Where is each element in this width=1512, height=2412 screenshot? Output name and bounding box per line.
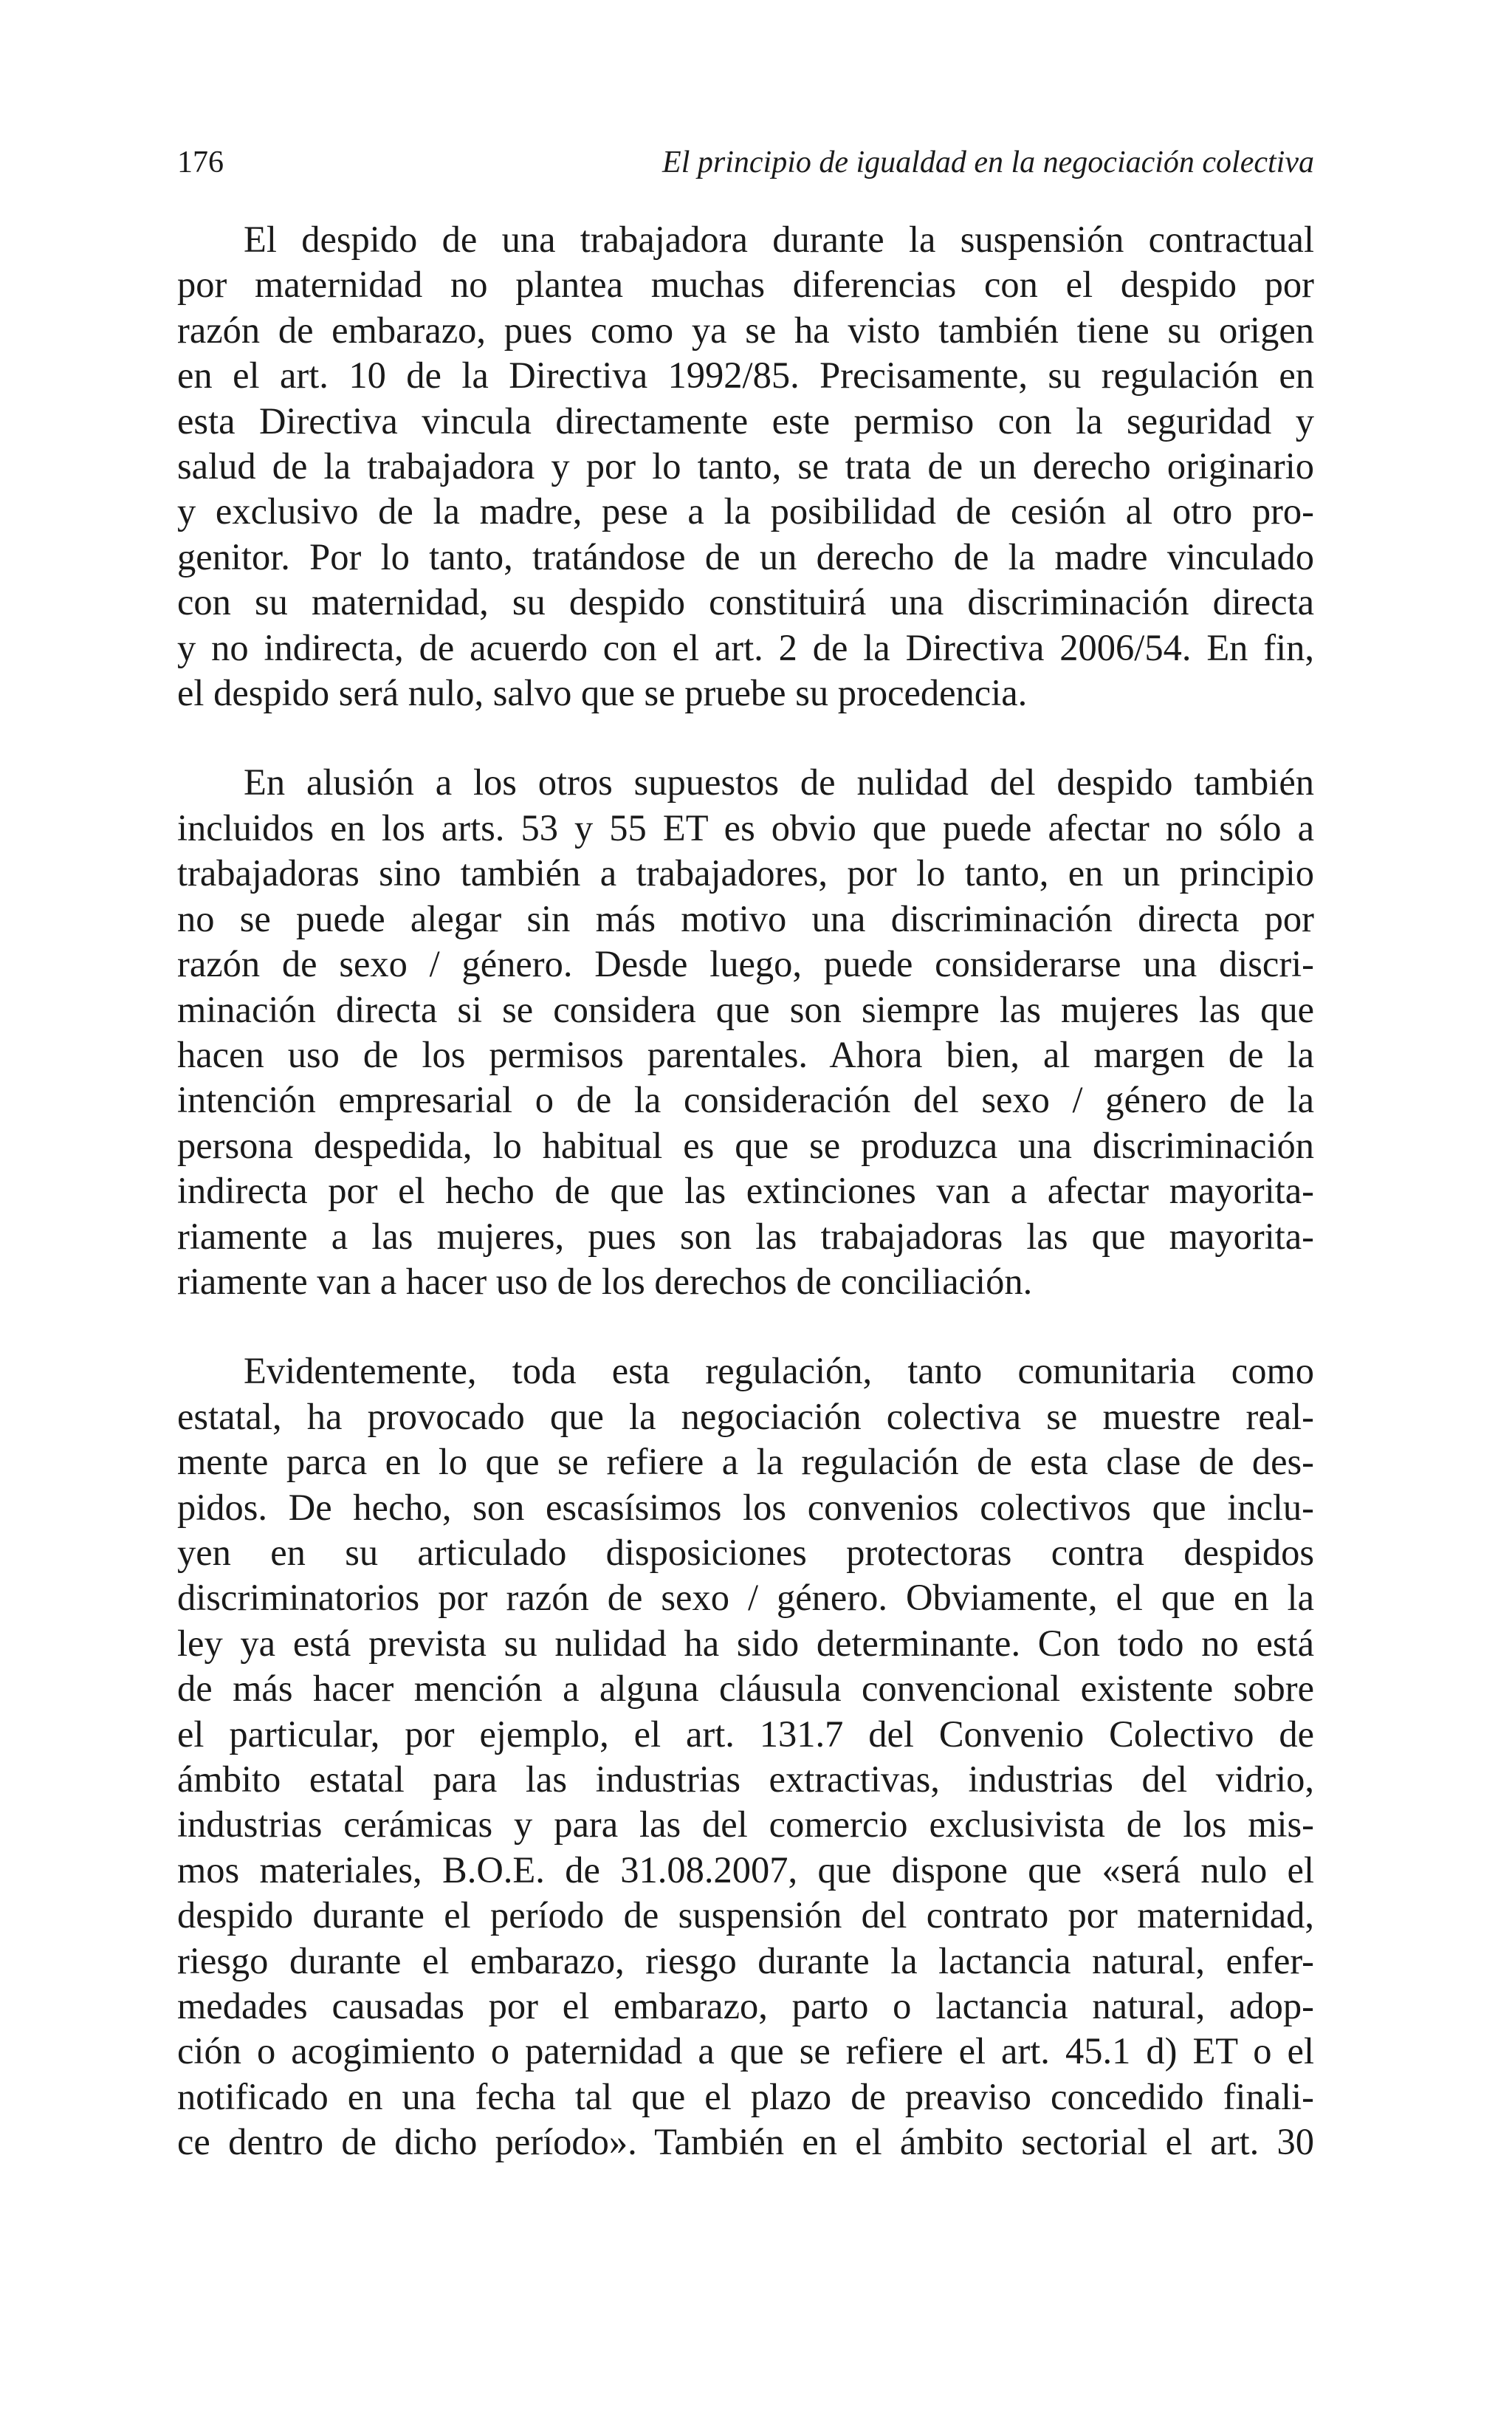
text-line: discriminatorios por razón de sexo / género. Obviamente, el que en la	[177, 1577, 1314, 1619]
text-line: el despido será nulo, salvo que se pruebe su procedencia.	[177, 672, 1028, 714]
text-line: genitor. Por lo tanto, tratándose de un derecho de la madre vinculado	[177, 535, 1314, 578]
text-line: esta Directiva vincula directamente este permiso con la seguridad y	[177, 400, 1314, 442]
text-line: y no indirecta, de acuerdo con el art. 2 de la Directiva 2006/54. En fin,	[177, 626, 1314, 668]
text-line: estatal, ha provocado que la negociación colectiva se muestre real-	[177, 1395, 1314, 1437]
text-line: por maternidad no plantea muchas diferencias con el despido por	[177, 264, 1314, 306]
text-line: yen en su articulado disposiciones protectoras contra despidos	[177, 1531, 1314, 1573]
text-line: ce dentro de dicho período». También en el ámbito sectorial el art. 30	[177, 2121, 1314, 2163]
text-line: en el art. 10 de la Directiva 1992/85. Precisamente, su regulación en	[177, 354, 1314, 397]
text-line: hacen uso de los permisos parentales. Ahora bien, al margen de la	[177, 1033, 1314, 1075]
text-line: mos materiales, B.O.E. de 31.08.2007, que dispone que «será nulo el	[177, 1849, 1314, 1891]
text-line: ámbito estatal para las industrias extractivas, industrias del vidrio,	[177, 1758, 1314, 1800]
text-line: el particular, por ejemplo, el art. 131.7 del Convenio Colectivo de	[177, 1713, 1314, 1755]
text-line: pidos. De hecho, son escasísimos los convenios colectivos que inclu-	[177, 1486, 1314, 1528]
text-line: riamente a las mujeres, pues son las trabajadoras las que mayorita-	[177, 1215, 1314, 1257]
paragraph	[177, 1349, 1314, 2165]
text-line: de más hacer mención a alguna cláusula convencional existente sobre	[177, 1668, 1314, 1710]
text-line: medades causadas por el embarazo, parto o lactancia natural, adop-	[177, 1985, 1314, 2027]
text-line: industrias cerámicas y para las del comercio exclusivista de los mis-	[177, 1803, 1314, 1846]
running-head	[177, 140, 1314, 185]
text-line: razón de embarazo, pues como ya se ha visto también tiene su origen	[177, 309, 1314, 351]
text-line: indirecta por el hecho de que las extinciones van a afectar mayorita-	[177, 1170, 1314, 1212]
text-line: intención empresarial o de la consideración del sexo / género de la	[177, 1079, 1314, 1121]
text-line: salud de la trabajadora y por lo tanto, se trata de un derecho originario	[177, 445, 1314, 487]
text-line: persona despedida, lo habitual es que se produzca una discriminación	[177, 1124, 1314, 1166]
text-line: y exclusivo de la madre, pese a la posibilidad de cesión al otro pro-	[177, 490, 1314, 532]
running-title: El principio de igualdad en la negociación colectiva	[662, 145, 1314, 179]
text-line: El despido de una trabajadora durante la suspensión contractual	[244, 219, 1314, 260]
page-number: 176	[177, 145, 224, 179]
text-line: minación directa si se considera que son siempre las mujeres las que	[177, 988, 1314, 1030]
text-line: ción o acogimiento o paternidad a que se refiere el art. 45.1 d) ET o el	[177, 2030, 1314, 2072]
paragraph	[177, 760, 1314, 1304]
text-line: notificado en una fecha tal que el plazo de preaviso concedido finali-	[177, 2075, 1314, 2117]
text-line: razón de sexo / género. Desde luego, puede considerarse una discri-	[177, 943, 1314, 985]
text-line: ley ya está prevista su nulidad ha sido determinante. Con todo no está	[177, 1622, 1314, 1664]
text-line: despido durante el período de suspensión del contrato por maternidad,	[177, 1894, 1314, 1936]
text-line: incluidos en los arts. 53 y 55 ET es obvio que puede afectar no sólo a	[177, 806, 1314, 849]
text-line: En alusión a los otros supuestos de nulidad del despido también	[244, 761, 1314, 804]
text-line: Evidentemente, toda esta regulación, tanto comunitaria como	[244, 1350, 1314, 1392]
text-line: mente parca en lo que se refiere a la regulación de esta clase de des-	[177, 1441, 1314, 1483]
paragraph	[177, 217, 1314, 716]
body-text	[177, 217, 1314, 2165]
text-line: con su maternidad, su despido constituirá una discriminación directa	[177, 581, 1314, 623]
text-line: trabajadoras sino también a trabajadores, por lo tanto, en un principio	[177, 852, 1314, 894]
text-line: riamente van a hacer uso de los derechos de conciliación.	[177, 1260, 1033, 1302]
text-line: no se puede alegar sin más motivo una discriminación directa por	[177, 897, 1314, 939]
text-line: riesgo durante el embarazo, riesgo durante la lactancia natural, enfer-	[177, 1939, 1314, 1981]
